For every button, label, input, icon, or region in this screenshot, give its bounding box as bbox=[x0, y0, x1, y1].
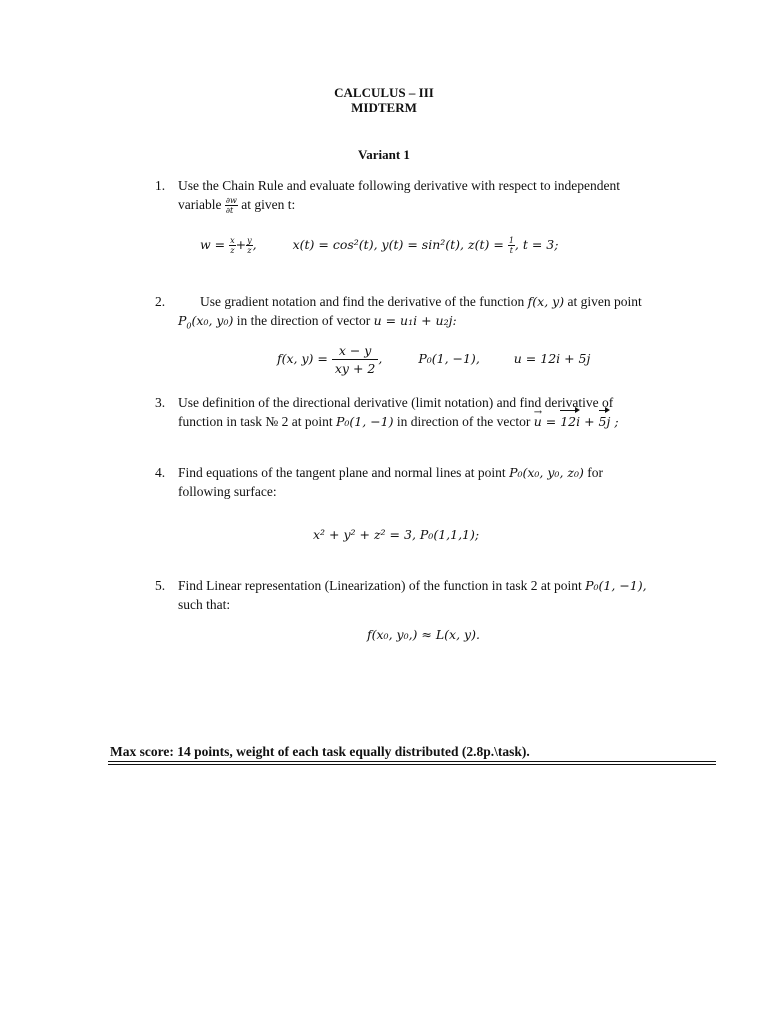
math-inline: P₀(1, −1), bbox=[585, 578, 647, 593]
variant-title: Variant 1 bbox=[358, 147, 410, 162]
task-3 bbox=[155, 393, 715, 431]
task-2 bbox=[155, 292, 715, 336]
task-text: Use the Chain Rule and evaluate following derivative with respect to independent bbox=[178, 178, 620, 193]
task-text: for bbox=[587, 465, 603, 480]
exam-title: MIDTERM bbox=[351, 100, 417, 115]
task-2-formula: f(x, y) = $\frac{x - y}{xy + 2}$ , P₀(1, −1), u = 12i + 5j bbox=[277, 343, 591, 376]
partial-derivative: $\frac{\partial w}{\partial t}$ bbox=[225, 196, 237, 216]
task-text: Use definition of the directional derivative (limit notation) and find derivative of bbox=[178, 395, 614, 410]
task-text: variable bbox=[178, 197, 222, 212]
task-text: in the direction of vector bbox=[236, 313, 371, 328]
math-inline: u = u₁i + u₂j: bbox=[373, 313, 457, 328]
task-4 bbox=[155, 463, 715, 501]
footer-rule bbox=[108, 764, 716, 765]
course-title: CALCULUS – III bbox=[334, 85, 434, 100]
task-1 bbox=[155, 176, 715, 215]
math-inline: P₀(x₀, y₀, z₀) bbox=[509, 465, 584, 480]
task-4-formula: x² + y² + z² = 3, P₀(1,1,1); bbox=[313, 527, 480, 542]
task-number: 5. bbox=[155, 578, 166, 593]
task-text: Find equations of the tangent plane and normal lines at point bbox=[178, 465, 506, 480]
task-text: such that: bbox=[178, 597, 231, 612]
task-text: following surface: bbox=[178, 484, 277, 499]
math-inline: P₀(1, −1) bbox=[336, 414, 394, 429]
fraction: $\frac{x - y}{xy + 2}$ bbox=[332, 342, 379, 377]
fraction: $\frac{x}{z}$ bbox=[230, 236, 235, 255]
task-text: at given point bbox=[567, 294, 642, 309]
task-5-formula: f(x₀, y₀,) ≈ L(x, y). bbox=[367, 627, 480, 642]
task-text: at given t: bbox=[241, 197, 296, 212]
task-number: 2. bbox=[155, 294, 166, 309]
task-text: in direction of the vector bbox=[396, 414, 531, 429]
task-number: 1. bbox=[155, 178, 166, 193]
max-score-note: Max score: 14 points, weight of each task equally distributed (2.8p.\task). bbox=[110, 744, 530, 759]
fraction: $\frac{1}{t}$ bbox=[508, 236, 514, 255]
vector-expression: → u = 12i + 5j ; bbox=[534, 414, 619, 429]
task-5 bbox=[155, 576, 715, 614]
task-1-formula: w = $\frac{x}{z}$ + $\frac{y}{z}$ , x(t) = cos²(t), y(t) = sin²(t), z(t) = $\frac{1}{t}$ , t = 3; bbox=[200, 236, 559, 255]
task-text: Use gradient notation and find the derivative of the function bbox=[200, 294, 525, 309]
task-text: function in task № 2 at point bbox=[178, 414, 333, 429]
task-number: 4. bbox=[155, 465, 166, 480]
math-inline: $P_0(x_0$, y₀) bbox=[178, 313, 234, 331]
fraction: $\frac{y}{z}$ bbox=[247, 236, 252, 255]
footer-rule bbox=[108, 761, 716, 762]
math-inline: f(x, y) bbox=[527, 294, 565, 309]
task-number: 3. bbox=[155, 395, 166, 410]
task-text: Find Linear representation (Linearization) of the function in task 2 at point bbox=[178, 578, 582, 593]
